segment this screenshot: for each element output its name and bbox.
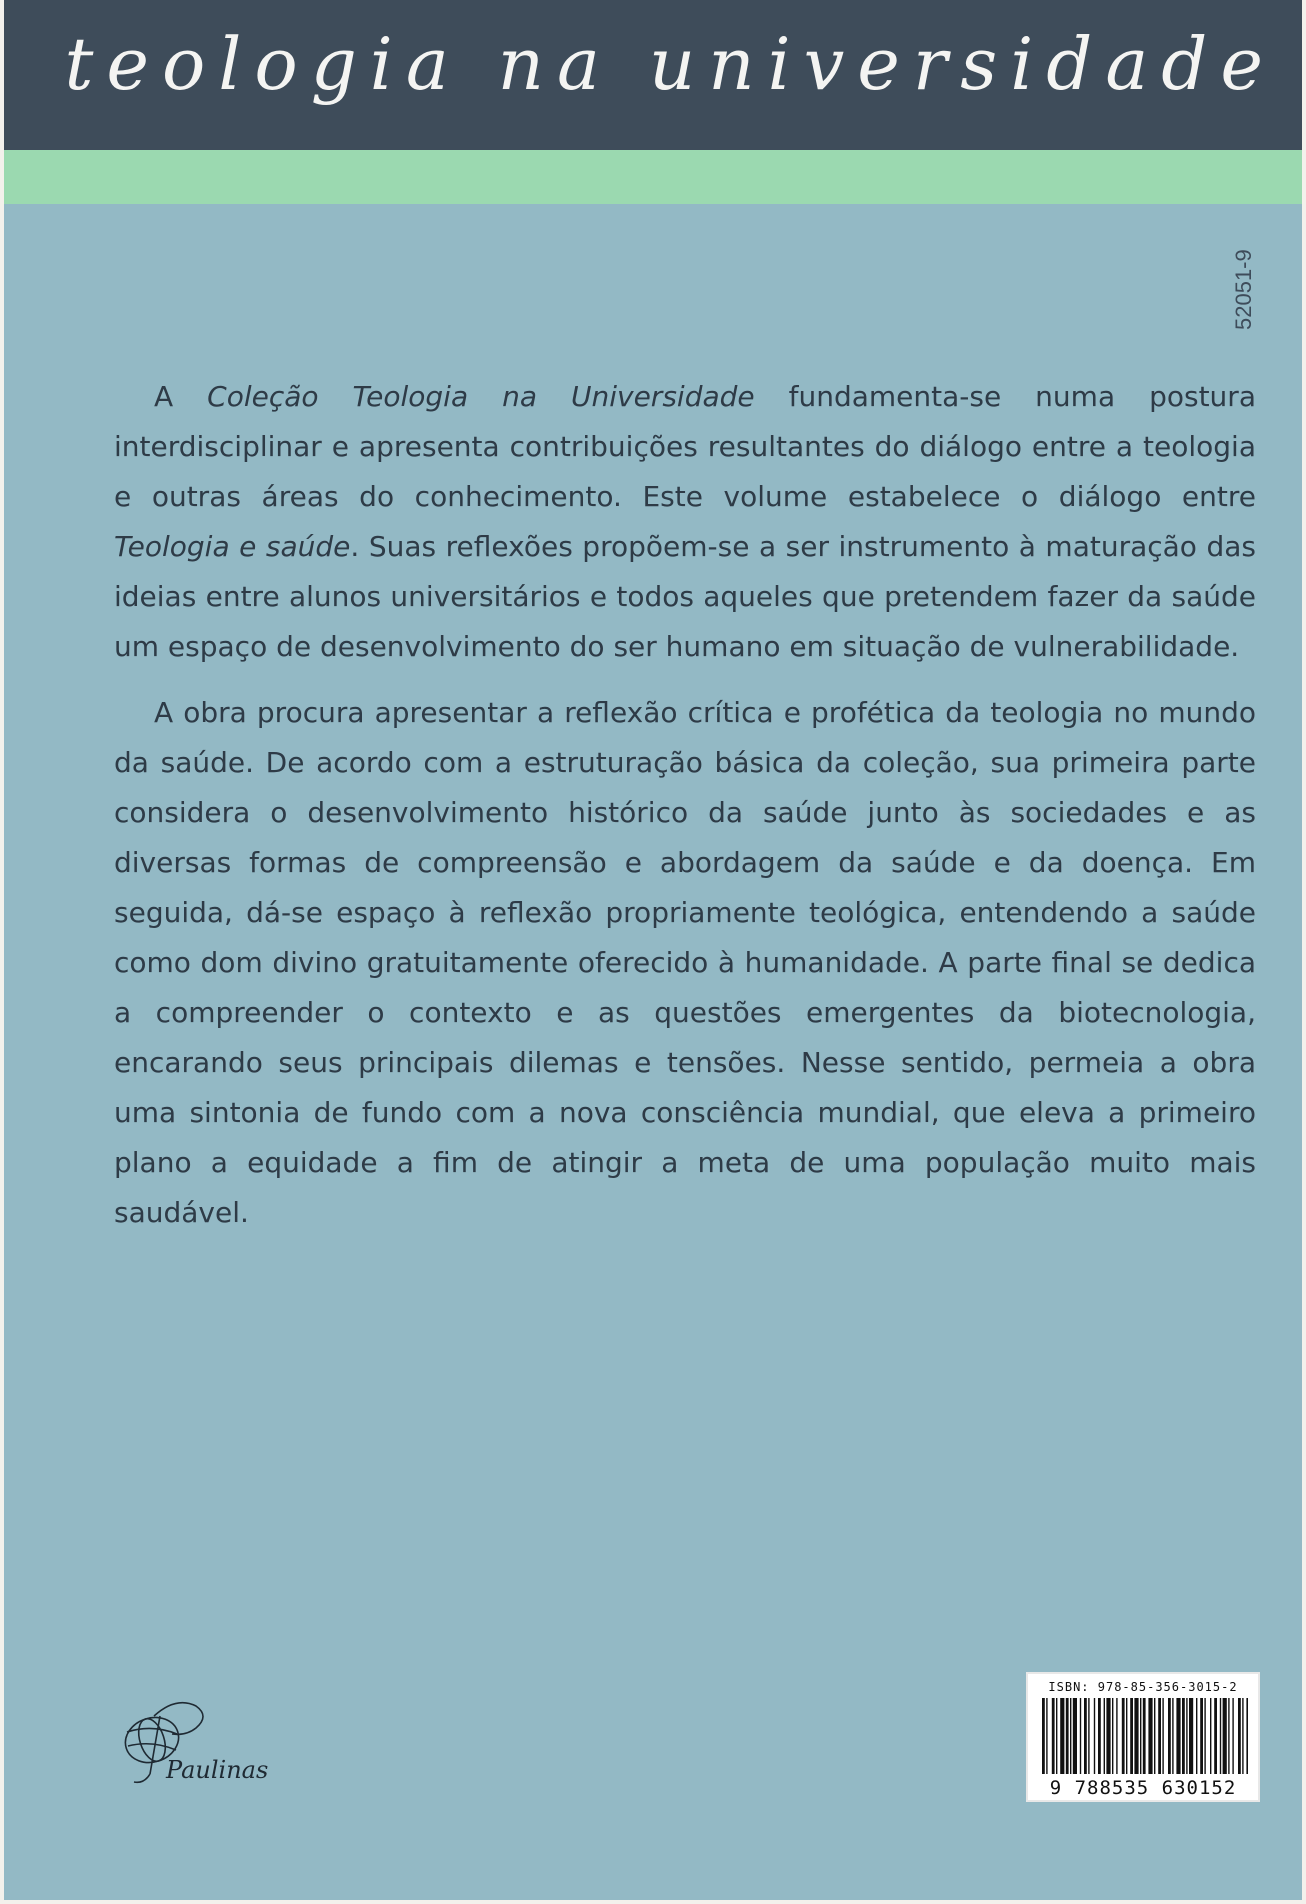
barcode-bar — [1196, 1698, 1197, 1774]
barcode-bar — [1122, 1698, 1125, 1774]
barcode-bar — [1073, 1698, 1077, 1774]
barcode-bar — [1148, 1698, 1152, 1774]
barcode-bar — [1228, 1698, 1229, 1774]
blurb-p1-end: . Suas reflexões propõem-se a ser instrumento à maturação das ideias entre alunos universitários e todos aqueles que pretendem fazer da saúde um espaço de desenvolvimento do ser humano em situação de vulnerabilidade. — [114, 530, 1256, 663]
barcode-bar — [1080, 1698, 1081, 1774]
blurb-p1-middle: fundamenta-se numa postura interdisciplinar e apresenta contribuições resultantes do diálogo entre a teologia e outras áreas do conhecimento. Este volume estabelece o diálogo entre — [114, 380, 1256, 513]
barcode-bar — [1200, 1698, 1203, 1774]
barcode-bar — [1130, 1698, 1133, 1774]
barcode-bar — [1238, 1698, 1241, 1774]
isbn-barcode — [1026, 1672, 1260, 1802]
barcode-bar — [1126, 1698, 1127, 1774]
barcode-bar — [1204, 1698, 1205, 1774]
blurb-text — [114, 372, 1256, 1254]
barcode-bar — [1154, 1698, 1155, 1774]
series-header-band — [4, 0, 1302, 150]
barcode-bar — [1172, 1698, 1173, 1774]
blurb-paragraph-1 — [114, 372, 1256, 672]
barcode-bar — [1232, 1698, 1233, 1774]
barcode-bar — [1112, 1698, 1113, 1774]
blurb-paragraph-2: A obra procura apresentar a reflexão crítica e profética da teologia no mundo da saúde. De acordo com a estruturação básica da coleção, sua primeira parte considera o desenvolvimento histórico da saúde junto às sociedades e as diversas formas de compreensão e abordagem da saúde e da doença. Em seguida, dá-se espaço à reflexão propriamente teológica, entendendo a saúde como dom divino gratuitamente oferecido à humanidade. A parte final se dedica a compreender o contexto e as questões emergentes da biotecnologia, encarando seus principais dilemas e tensões. Nesse sentido, permeia a obra uma sintonia de fundo com a nova consciência mundial, que eleva a primeiro plano a equidade a fim de atingir a meta de uma população muito mais saudável. — [114, 696, 1256, 1229]
barcode-bar — [1223, 1698, 1227, 1774]
ean-digits: 9 788535 630152 — [1049, 1777, 1237, 1799]
barcode-bar — [1168, 1698, 1171, 1774]
barcode-bar — [1066, 1698, 1069, 1774]
barcode-bar — [1046, 1698, 1047, 1774]
barcode-bar — [1070, 1698, 1071, 1774]
barcode-bar — [1182, 1698, 1185, 1774]
series-title: teologia na universidade — [64, 22, 1276, 106]
publisher-logo — [114, 1694, 274, 1790]
volume-theme: Teologia e saúde — [114, 530, 351, 563]
barcode-bar — [1143, 1698, 1146, 1774]
barcode-bar — [1056, 1698, 1057, 1774]
barcode-bar — [1162, 1698, 1163, 1774]
barcode-bars — [1042, 1698, 1248, 1774]
isbn-number: ISBN: 978-85-356-3015-2 — [1048, 1680, 1238, 1694]
paulinas-globe-icon — [114, 1694, 274, 1790]
back-cover — [4, 0, 1302, 1900]
barcode-bar — [1134, 1698, 1138, 1774]
barcode-bar — [1210, 1698, 1211, 1774]
barcode-bar — [1189, 1698, 1193, 1774]
barcode-bar — [1140, 1698, 1141, 1774]
barcode-bar — [1186, 1698, 1187, 1774]
publisher-logo-text: Paulinas — [166, 1756, 269, 1784]
barcode-bar — [1106, 1698, 1110, 1774]
product-code: 52051-9 — [1231, 249, 1256, 330]
barcode-bar — [1098, 1698, 1101, 1774]
barcode-bar — [1042, 1698, 1045, 1774]
barcode-bar — [1084, 1698, 1087, 1774]
barcode-bar — [1220, 1698, 1221, 1774]
barcode-bar — [1246, 1698, 1248, 1774]
barcode-bar — [1214, 1698, 1217, 1774]
collection-name: Coleção Teologia na Universidade — [207, 380, 755, 413]
barcode-bar — [1158, 1698, 1161, 1774]
blurb-p1-start: A — [154, 380, 208, 413]
green-accent-stripe — [4, 150, 1302, 204]
barcode-bar — [1242, 1698, 1243, 1774]
barcode-bar — [1176, 1698, 1180, 1774]
barcode-bar — [1052, 1698, 1055, 1774]
barcode-bar — [1094, 1698, 1095, 1774]
barcode-bar — [1060, 1698, 1064, 1774]
barcode-bar — [1104, 1698, 1105, 1774]
barcode-bar — [1088, 1698, 1089, 1774]
barcode-bar — [1116, 1698, 1117, 1774]
